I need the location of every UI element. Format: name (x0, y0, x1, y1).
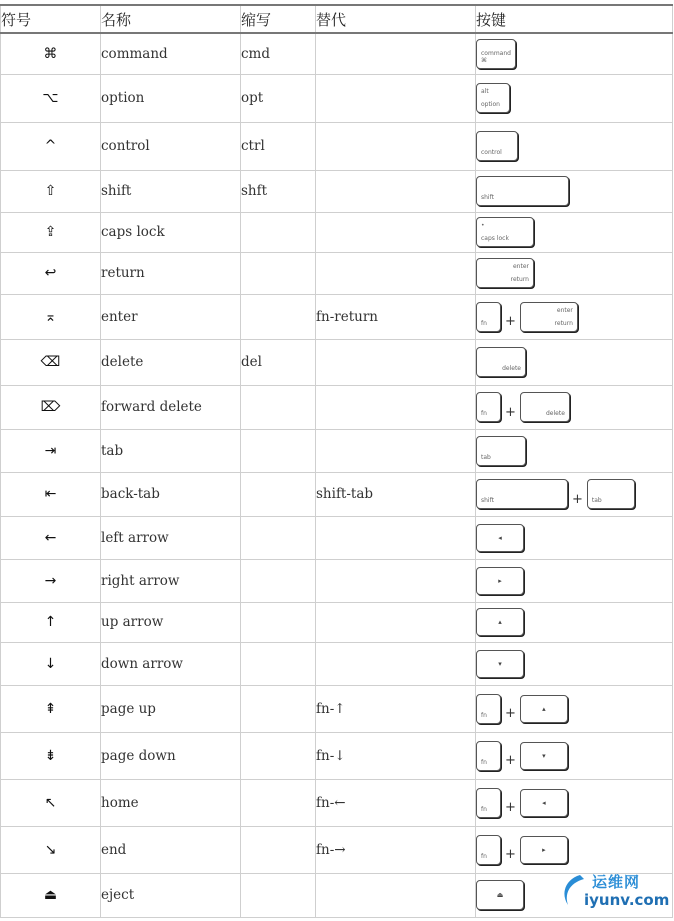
key-combo (476, 788, 672, 818)
symbol-cell: ⇪ (1, 212, 101, 252)
alt-cell (316, 33, 476, 74)
keycap (520, 836, 568, 864)
keycap-label: shift (481, 497, 494, 504)
keycap (476, 608, 524, 636)
keycap (476, 880, 524, 910)
key-cell (476, 385, 673, 429)
key-cell (476, 642, 673, 685)
header-name: 名称 (101, 5, 241, 33)
key-cell (476, 602, 673, 642)
abbr-cell (241, 779, 316, 826)
table-row (1, 74, 673, 122)
alt-cell: fn-↓ (316, 732, 476, 779)
name-cell: tab (101, 429, 241, 472)
keycap (587, 479, 635, 509)
keycap-label: command ⌘ (481, 49, 511, 64)
symbol-cell: ↖ (1, 779, 101, 826)
key-combo (476, 302, 672, 332)
keycap-label: ▴ (542, 704, 546, 713)
key-combo (476, 39, 672, 69)
keycap (476, 741, 501, 771)
alt-cell: fn-→ (316, 826, 476, 873)
abbr-cell (241, 385, 316, 429)
name-cell: return (101, 252, 241, 294)
key-cell (476, 74, 673, 122)
name-cell: page up (101, 685, 241, 732)
key-cell (476, 472, 673, 516)
abbr-cell (241, 429, 316, 472)
abbr-cell (241, 826, 316, 873)
name-cell: down arrow (101, 642, 241, 685)
name-cell: forward delete (101, 385, 241, 429)
keycap-label: fn (481, 852, 487, 860)
plus-sign: + (505, 314, 516, 329)
key-cell (476, 339, 673, 385)
header-alt: 替代 (316, 5, 476, 33)
alt-cell: fn-← (316, 779, 476, 826)
abbr-cell (241, 732, 316, 779)
key-cell (476, 559, 673, 602)
key-combo (476, 258, 672, 288)
key-combo (476, 479, 672, 509)
abbr-cell (241, 212, 316, 252)
keycap-label: fn (481, 410, 487, 417)
keycap (476, 567, 524, 595)
keycap (476, 694, 501, 724)
watermark-logo (558, 871, 670, 913)
keycap (476, 392, 501, 422)
table-row (1, 559, 673, 602)
table-row (1, 122, 673, 170)
keycap-label: shift (481, 194, 494, 201)
header-symbol: 符号 (1, 5, 101, 33)
keycap (520, 695, 568, 723)
alt-cell: shift-tab (316, 472, 476, 516)
abbr-cell (241, 559, 316, 602)
symbol-cell: ⇞ (1, 685, 101, 732)
key-cell (476, 826, 673, 873)
symbol-cell: ⌘ (1, 33, 101, 74)
name-cell: left arrow (101, 516, 241, 559)
abbr-cell (241, 252, 316, 294)
keycap-label: ◂ (498, 533, 502, 542)
key-combo (476, 436, 672, 466)
symbol-cell: ← (1, 516, 101, 559)
name-cell: right arrow (101, 559, 241, 602)
abbr-cell: opt (241, 74, 316, 122)
table-row (1, 33, 673, 74)
alt-cell (316, 642, 476, 685)
keycap-label: delete (546, 410, 565, 417)
key-cell (476, 429, 673, 472)
table-row (1, 779, 673, 826)
abbr-cell (241, 602, 316, 642)
keycap-label: ▾ (498, 659, 502, 668)
symbol-cell: ↩ (1, 252, 101, 294)
keycap (476, 83, 510, 113)
table-row (1, 252, 673, 294)
name-cell: delete (101, 339, 241, 385)
key-cell (476, 122, 673, 170)
table-row (1, 472, 673, 516)
table-row (1, 685, 673, 732)
abbr-cell: shft (241, 170, 316, 212)
name-cell: caps lock (101, 212, 241, 252)
table-row (1, 385, 673, 429)
alt-cell (316, 385, 476, 429)
alt-cell (316, 559, 476, 602)
name-cell: option (101, 74, 241, 122)
keycap-label: ▸ (542, 845, 546, 854)
key-combo (476, 567, 672, 595)
keycap-label: delete (502, 365, 521, 372)
table-row (1, 294, 673, 339)
name-cell: eject (101, 873, 241, 917)
alt-cell: fn-return (316, 294, 476, 339)
key-combo (476, 835, 672, 865)
symbol-cell: ⌦ (1, 385, 101, 429)
symbol-cell: ⌅ (1, 294, 101, 339)
keycap (476, 479, 568, 509)
alt-cell (316, 602, 476, 642)
abbr-cell (241, 642, 316, 685)
symbol-cell: ^ (1, 122, 101, 170)
alt-cell (316, 252, 476, 294)
keycap (476, 131, 518, 161)
plus-sign: + (505, 404, 516, 420)
abbr-cell: del (241, 339, 316, 385)
abbr-cell: cmd (241, 33, 316, 74)
name-cell: control (101, 122, 241, 170)
keycap-label: ⏏ (496, 891, 504, 899)
keycap-top-label: enter (512, 263, 529, 270)
alt-cell (316, 429, 476, 472)
keycap (520, 789, 568, 817)
watermark-cn: 运维网 (592, 873, 641, 891)
symbol-cell: ⌫ (1, 339, 101, 385)
key-cell (476, 294, 673, 339)
table-row (1, 339, 673, 385)
header-row (1, 5, 673, 33)
alt-cell (316, 516, 476, 559)
key-cell (476, 779, 673, 826)
table-row (1, 429, 673, 472)
key-cell (476, 685, 673, 732)
keycap-label: return (510, 276, 529, 283)
symbol-cell: ⇧ (1, 170, 101, 212)
watermark-en: iyunv.com (584, 891, 670, 909)
alt-cell (316, 339, 476, 385)
keycap-top-label: alt (481, 88, 489, 95)
abbr-cell (241, 516, 316, 559)
name-cell: back-tab (101, 472, 241, 516)
keycap-label: fn (481, 319, 487, 327)
keycap-label: tab (591, 497, 602, 504)
table-row (1, 516, 673, 559)
key-cell (476, 212, 673, 252)
keycap-top-label: enter (556, 306, 573, 314)
keycap-label: ▸ (498, 576, 502, 585)
table-row (1, 732, 673, 779)
alt-cell (316, 170, 476, 212)
abbr-cell: ctrl (241, 122, 316, 170)
keycap-label: return (554, 319, 573, 327)
name-cell: page down (101, 732, 241, 779)
keycap-top-label: • (481, 222, 485, 229)
abbr-cell (241, 685, 316, 732)
keycap-label: fn (481, 805, 487, 813)
plus-sign: + (505, 847, 516, 862)
keycap-label: fn (481, 758, 487, 766)
alt-cell (316, 873, 476, 917)
keycap (476, 436, 526, 466)
keycap (476, 347, 526, 377)
symbol-cell: ⇤ (1, 472, 101, 516)
table-row (1, 642, 673, 685)
keycap-label: ▴ (498, 618, 502, 626)
key-combo (476, 176, 672, 206)
symbol-cell: ⏏ (1, 873, 101, 917)
plus-sign: + (505, 753, 516, 768)
alt-cell (316, 122, 476, 170)
key-combo (476, 650, 672, 678)
table-row (1, 212, 673, 252)
keycap-label: fn (481, 711, 487, 719)
keycap (476, 176, 569, 206)
keycap (476, 650, 524, 678)
key-cell (476, 732, 673, 779)
alt-cell (316, 212, 476, 252)
name-cell: home (101, 779, 241, 826)
key-combo (476, 217, 672, 247)
symbol-cell: → (1, 559, 101, 602)
key-combo (476, 608, 672, 636)
keycap (476, 835, 501, 865)
table-row (1, 826, 673, 873)
keycap-label: control (481, 149, 502, 156)
symbol-cell: ⇟ (1, 732, 101, 779)
header-key: 按键 (476, 5, 673, 33)
plus-sign: + (505, 706, 516, 721)
abbr-cell (241, 873, 316, 917)
key-combo (476, 392, 672, 422)
header-abbr: 缩写 (241, 5, 316, 33)
abbr-cell (241, 472, 316, 516)
table-row (1, 602, 673, 642)
key-combo (476, 131, 672, 161)
keycap-label: ◂ (542, 798, 546, 807)
keycap (476, 39, 516, 69)
name-cell: shift (101, 170, 241, 212)
name-cell: up arrow (101, 602, 241, 642)
symbol-cell: ↑ (1, 602, 101, 642)
name-cell: end (101, 826, 241, 873)
keycap (476, 302, 501, 332)
keycap (520, 302, 578, 332)
key-combo (476, 741, 672, 771)
plus-sign: + (572, 491, 583, 507)
key-combo (476, 83, 672, 113)
alt-cell: fn-↑ (316, 685, 476, 732)
keycap-label: option (481, 101, 500, 108)
key-combo (476, 524, 672, 552)
keycap-label: ▾ (542, 751, 546, 760)
keycap-label: tab (481, 453, 491, 461)
key-combo (476, 694, 672, 724)
symbol-cell: ⇥ (1, 429, 101, 472)
alt-cell (316, 74, 476, 122)
keycap (476, 788, 501, 818)
keycap (520, 392, 570, 422)
abbr-cell (241, 294, 316, 339)
table-row (1, 170, 673, 212)
keycap (520, 742, 568, 770)
keycap (476, 217, 534, 247)
symbol-cell: ↓ (1, 642, 101, 685)
key-cell (476, 516, 673, 559)
key-cell (476, 170, 673, 212)
keycap (476, 258, 534, 288)
symbol-cell: ⌥ (1, 74, 101, 122)
shortcut-table (0, 4, 673, 918)
key-combo (476, 347, 672, 377)
keycap (476, 524, 524, 552)
table-body (1, 33, 673, 917)
plus-sign: + (505, 800, 516, 815)
symbol-cell: ↘ (1, 826, 101, 873)
name-cell: enter (101, 294, 241, 339)
keycap-label: caps lock (481, 235, 509, 242)
key-cell (476, 252, 673, 294)
name-cell: command (101, 33, 241, 74)
key-cell (476, 33, 673, 74)
